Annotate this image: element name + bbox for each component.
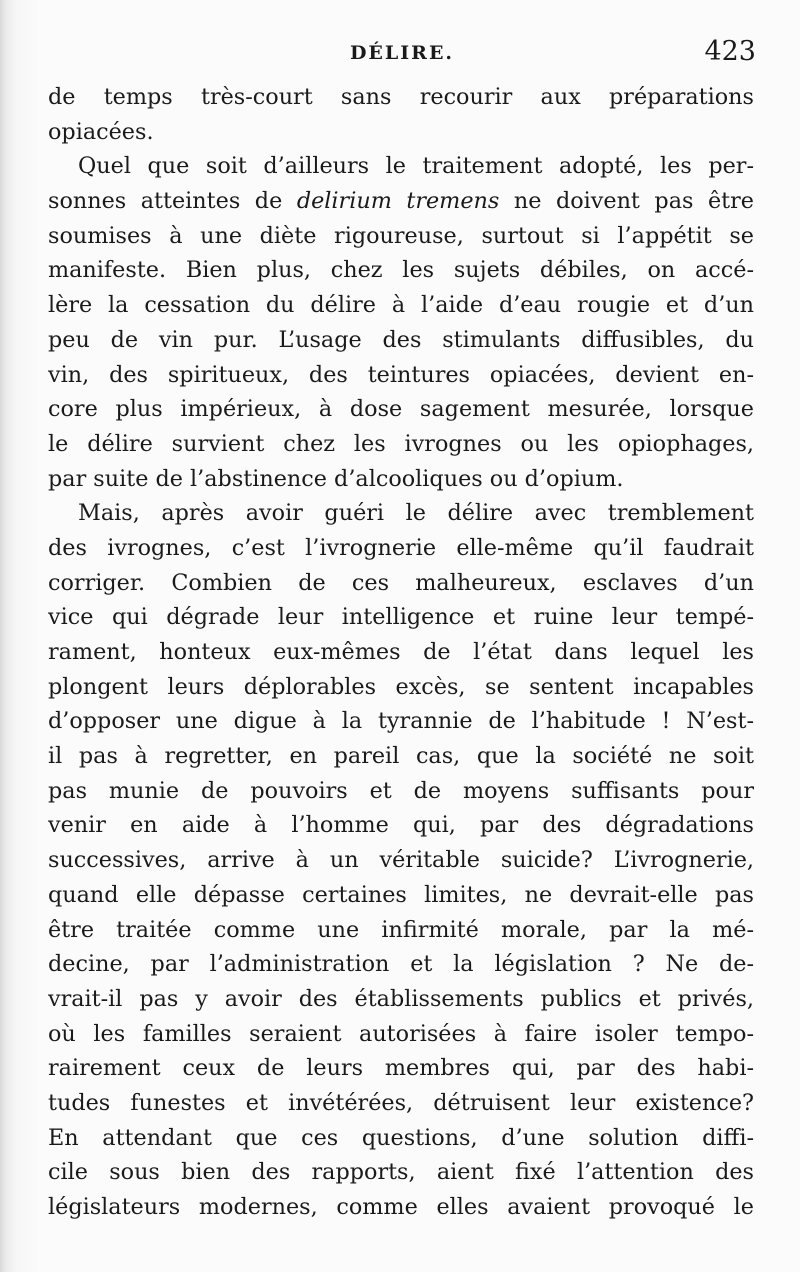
text-line-content: cile sous bien des rapports, aient fixé l’attention des [48, 1159, 754, 1186]
text-line-content: sonnes atteintes de [48, 188, 297, 215]
text-line [48, 704, 754, 739]
text-line [48, 323, 754, 358]
text-line [48, 1121, 754, 1156]
text-line [48, 184, 754, 219]
text-line-content: vin, des spiritueux, des teintures opiacées, devient en- [48, 361, 754, 388]
text-line-content: par suite de l’abstinence d’alcooliques ou d’opium. [48, 465, 624, 492]
text-line [48, 913, 754, 948]
text-line-content: Mais, après avoir guéri le délire avec tremblement [78, 500, 754, 527]
text-line [48, 1051, 754, 1086]
text-line [48, 878, 754, 913]
text-line-content: lère la cessation du délire à l’aide d’eau rougie et d’un [48, 292, 754, 319]
text-line [48, 947, 754, 982]
text-line [48, 115, 754, 150]
text-line-content: opiacées. [48, 118, 154, 145]
text-line-content: où les familles seraient autorisées à faire isoler tempo- [48, 1020, 754, 1047]
text-line-content: Quel que soit d’ailleurs le traitement adopté, les per- [78, 153, 754, 180]
text-line-content: pas munie de pouvoirs et de moyens suffisants pour [48, 777, 754, 804]
text-line [48, 253, 754, 288]
text-line [48, 496, 754, 531]
text-line-content: des ivrognes, c’est l’ivrognerie elle-même qu’il faudrait [48, 534, 754, 561]
text-line [48, 1086, 754, 1121]
text-line-content: de temps très-court sans recourir aux préparations [48, 84, 754, 110]
text-line-content: corriger. Combien de ces malheureux, esclaves d’un [48, 569, 754, 596]
text-line-content: venir en aide à l’homme qui, par des dégradations [48, 812, 754, 839]
text-line [48, 392, 754, 427]
text-line [48, 1155, 754, 1190]
text-line [48, 531, 754, 566]
text-line-content: vrait-il pas y avoir des établissements publics et privés, [48, 985, 754, 1012]
text-line-content: plongent leurs déplorables excès, se sentent incapables [48, 673, 754, 700]
text-line [48, 462, 754, 497]
body-text [48, 80, 754, 1225]
text-line [48, 600, 754, 635]
text-line-content: tudes funestes et invétérées, détruisent leur existence? [48, 1089, 754, 1116]
text-line-content: core plus impérieux, à dose sagement mesurée, lorsque [48, 396, 754, 423]
text-line-content: rament, honteux eux-mêmes de l’état dans lequel les [48, 639, 754, 665]
text-line [48, 982, 754, 1017]
text-line [48, 774, 754, 809]
text-line [48, 149, 754, 184]
italic-term: delirium tremens [296, 188, 500, 215]
text-line [48, 80, 754, 115]
text-line [48, 670, 754, 705]
text-line-content: être traitée comme une infirmité morale, par la mé- [48, 916, 754, 943]
text-line [48, 1017, 754, 1052]
text-line-content: En attendant que ces questions, d’une solution diffi- [48, 1124, 754, 1151]
text-line [48, 288, 754, 323]
text-line-content: peu de vin pur. L’usage des stimulants diffusibles, du [48, 326, 754, 353]
text-line-content: d’opposer une digue à la tyrannie de l’habitude ! N’est- [48, 708, 754, 735]
text-line [48, 843, 754, 878]
running-head: DÉLIRE. [349, 42, 455, 64]
text-line-content: rairement ceux de leurs membres qui, par des habi- [48, 1055, 754, 1082]
text-line [48, 635, 754, 670]
text-line [48, 566, 754, 601]
text-line-content: il pas à regretter, en pareil cas, que la société ne soit [48, 743, 754, 770]
text-line [48, 808, 754, 843]
text-line [48, 358, 754, 393]
text-line [48, 1190, 754, 1225]
text-line-content: ne doivent pas être [499, 188, 754, 215]
text-line [48, 219, 754, 254]
text-line-content: decine, par l’administration et la législation ? Ne de- [48, 951, 754, 978]
text-line-content: soumises à une diète rigoureuse, surtout si l’appétit se [48, 222, 754, 249]
text-line-content: successives, arrive à un véritable suicide? L’ivrognerie, [48, 847, 754, 874]
page-number: 423 [704, 36, 756, 67]
text-line [48, 427, 754, 462]
text-line-content: manifeste. Bien plus, chez les sujets débiles, on accé- [48, 257, 754, 284]
text-line-content: législateurs modernes, comme elles avaient provoqué le [48, 1194, 754, 1220]
page-header [48, 36, 756, 76]
text-line [48, 739, 754, 774]
text-line-content: le délire survient chez les ivrognes ou les opiophages, [48, 430, 754, 457]
text-line-content: vice qui dégrade leur intelligence et ruine leur tempé- [48, 604, 754, 631]
text-line-content: quand elle dépasse certaines limites, ne devrait-elle pas [48, 881, 754, 908]
